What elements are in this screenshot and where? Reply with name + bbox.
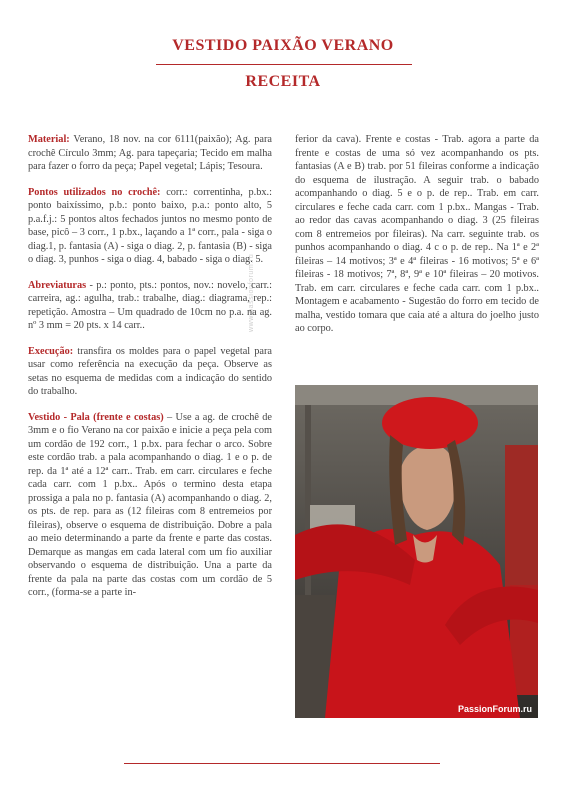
- execution-paragraph: [28, 345, 272, 399]
- yoke-paragraph: [28, 411, 272, 600]
- abbreviations-text: - p.: ponto, pts.: pontos, nov.: novelo, carr.: carreira, ag.: agulha, trab.: trabalhe, diag.: diagrama, rep.: repetição. Amostra – Um quadrado de 10cm no p.a. na ag. nº 3 mm = 20 pts. x 14 carr..: [28, 279, 272, 331]
- yoke-label: Vestido - Pala (frente e costas): [28, 411, 164, 423]
- left-column: [28, 133, 272, 612]
- page-title: VESTIDO PAIXÃO VERANO: [172, 37, 394, 54]
- right-column: [295, 133, 539, 348]
- stitches-label: Pontos utilizados no crochê:: [28, 186, 161, 198]
- materials-text: Verano, 18 nov. na cor 6111(paixão); Ag. para crochê Círculo 3mm; Ag. para tapeçaria; Tecido em malha para fazer o forro da peça; Papel vegetal; Lápis; Tesoura.: [28, 134, 272, 172]
- footer-divider: [124, 763, 440, 764]
- materials-label: Material:: [28, 134, 70, 145]
- page-subtitle: RECEITA: [245, 73, 321, 90]
- execution-label: Execução:: [28, 345, 74, 357]
- abbreviations-label: Abreviaturas: [28, 279, 87, 291]
- model-photo: [295, 385, 538, 718]
- yoke-text: – Use a ag. de crochê de 3mm e o fio Verano na cor paixão e inicie a peça pela com um cordão de 192 corr., 1 p.bx. para fechar o arco. Sobre este cordão trab. a pala acompanhando o diag. 1 e o p. de rep. da 1ª até a 12ª carr.. Trab. em carr. circulares e feche cada carr. com 1 p.bx.. Após o termino desta etapa prossiga a pala no p. fantasia (A) acompanhando o diag. 2, os pts. de rep. para as (12 fileiras com 8 entremeios por fileiras), observe o esquema de distribuição. Dobre a pala ao meio determinando a parte da frente e parte das costas. Demarque as mangas em cada lateral com um fio auxiliar observando o esquema de distribuição. Una a parte da frente da pala na parte das costas com um cordão de 5 corr., (forma-se a parte in-: [28, 411, 273, 598]
- title-divider: [156, 64, 412, 65]
- abbreviations-paragraph: [28, 279, 272, 333]
- site-label: PassionForum.ru: [457, 704, 532, 714]
- materials-paragraph: [28, 133, 272, 174]
- model-photo-illustration: [295, 385, 538, 718]
- body-paragraph: ferior da cava). Frente e costas - Trab. agora a parte da frente e costas de uma só vez acompanhando os pts. fantasias (A e B) trab. por 51 fileiras conforme a indicação do esquema de ilustração. A seguir trab. o babado acompanhando o diag. 5 e o p. de rep.. Trab. em carr. circulares e feche cada carr. com 1 p.bx.. Mangas - Trab. ao redor das cavas acompanhando o diag. 3 (25 fileiras com 8 entremeios por fileiras). Na carr. seguinte trab. os punhos acompanhando o diag. 4 c o p. de rep.. Na 1ª e 2ª fileiras – 14 motivos; 3ª e 4ª fileiras - 16 motivos; 5ª e 6ª fileiras - 18 motivos; 7ª, 8ª, 9ª e 10ª fileiras – 20 motivos. Trab. em carr. circulares e feche cada carr. com 1 p.bx.. Montagem e acabamento - Sugestão do forro em tecido de malha, vestido tomara que caia até a altura do joelho justo ao corpo.: [295, 134, 539, 334]
- execution-text: transfira os moldes para o papel vegetal para usar como referência na execução da peça. Observe as setas no esquema de medidas com a indicação do sentido do trabalho.: [28, 345, 272, 397]
- stitches-paragraph: [28, 186, 272, 267]
- stitches-text: corr.: correntinha, p.bx.: ponto baixíssimo, p.b.: ponto baixo, p.a.: ponto alto, 5 p.a.f.j.: 5 pontos altos fechados juntos no mesmo ponto de base, picô – 3 corr., 1 p.bx., laçando a 1ª corr., pala - siga o diag.1, p. fantasia (A) - siga o diag. 2, p. fantasia (B) - siga o diag. 3, punhos - siga o diag. 4, babado - siga o diag. 5.: [28, 186, 272, 265]
- watermark: www.passionforum.ru: [248, 253, 255, 332]
